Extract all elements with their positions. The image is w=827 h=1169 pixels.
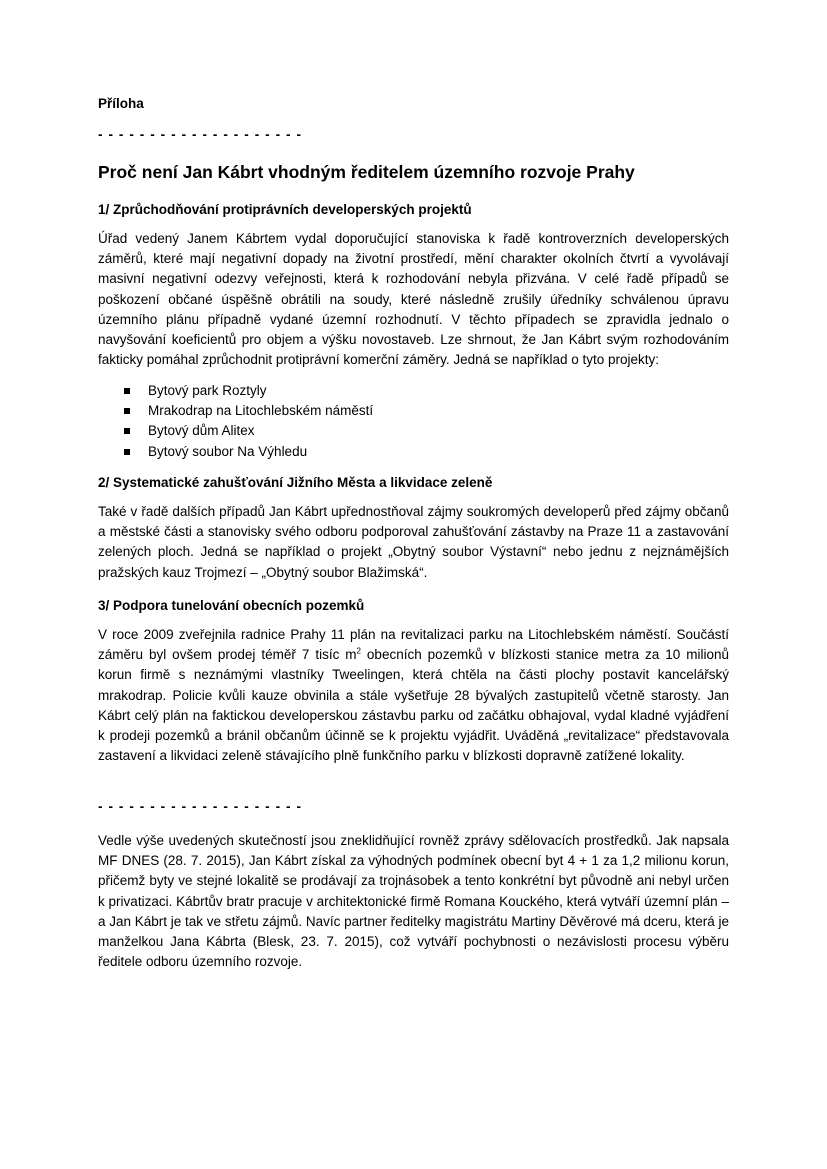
separator-top: - - - - - - - - - - - - - - - - - - - - [98,127,303,142]
list-item [124,381,373,401]
bullet-square-icon [124,428,130,434]
project-name: Bytový park Roztyly [148,383,267,398]
section3-paragraph [98,625,729,766]
superscript-2: 2 [356,646,361,656]
project-name: Mrakodrap na Litochlebském náměstí [148,403,374,419]
list-item [124,401,373,421]
section1-paragraph: Úřad vedený Janem Kábrtem vydal doporučující stanoviska k řadě kontroverzních developerských záměrů, které mají negativní dopady na životní prostředí, mění charakter okolních čtvrtí a vyvolávají masivní negativní odezvy veřejnosti, která k rozhodování nebyla přizvána. V celé řadě případů se poškození občané úspěšně obrátili na soudy, které následně zrušily úředníky schválenou úpravu územního plánu případně vydané územní rozhodnutí. V těchto případech se zpravidla jednalo o navyšování koeficientů pro objem a výšku novostaveb. Lze shrnout, že Jan Kábrt svým rozhodováním fakticky pomáhal zprůchodnit protiprávní komerční záměry. Jedná se například o tyto projekty: [98,231,729,368]
section2-heading: 2/ Systematické zahušťování Jižního Města a likvidace zeleně [98,475,493,490]
separator-bottom: - - - - - - - - - - - - - - - - - - - - [98,799,303,814]
list-item [124,421,373,441]
section3-text-end: obecních pozemků v blízkosti stanice metra za 10 milionů korun firmě s neznámými vlastníky Tweelingen, která chtěla na části plochy postavit kancelářský mrakodrap. Policie kvůli kauze obvinila a stále vyšetřuje 28 bývalých zastupitelů včetně starosty. Jan Kábrt celý plán na faktickou developerskou zástavbu parku od začátku obhajoval, vydal kladné vyjádření k prodeji pozemků a bránil občanům účinně se k projektu vyjádřit. Uváděná „revitalizace“ představovala zastavení a likvidaci zeleně stávajícího plně funkčního parku v blízkosti dopravně zatížené lokality. [98,647,729,764]
project-name: Bytový soubor Na Výhledu [148,443,308,459]
bullet-square-icon [124,408,130,414]
attachment-label: Příloha [98,96,144,111]
bullet-square-icon [124,388,130,394]
section3-text-start: V roce 2009 zveřejnila radnice Prahy 11 plán na revitalizaci parku na Litochlebském náměstí. Součástí záměru byl ovšem prodej téměř 7 tisíc m [98,627,729,663]
section3-heading: 3/ Podpora tunelování obecních pozemků [98,598,365,613]
project-name: Bytový dům Alitex [148,423,255,439]
bullet-square-icon [124,449,130,455]
project-list [124,381,373,462]
closing-paragraph: Vedle výše uvedených skutečností jsou zneklidňující rovněž zprávy sdělovacích prostředků. Jak napsala MF DNES (28. 7. 2015), Jan Kábrt získal za výhodných podmínek obecní byt 4 + 1 za 1,2 milionu korun, přičemž byty ve stejné lokalitě se prodávají za trojnásobek a tento konkrétní byt původně ani nebyl určen k privatizaci. Kábrtův bratr pracuje v architektonické firmě Romana Kouckého, která vytváří územní plán – a Jan Kábrt je tak ve střetu zájmů. Navíc partner ředitelky magistrátu Martiny Děvěrové má dceru, která je manželkou Jana Kábrta (Blesk, 23. 7. 2015), což vytváří pochybnosti o nezávislosti procesu výběru ředitele odboru územního rozvoje. [98,833,730,970]
section1-heading: 1/ Zprůchodňování protiprávních developerských projektů [98,202,472,217]
list-item [124,442,373,462]
section2-paragraph: Také v řadě dalších případů Jan Kábrt upřednostňoval zájmy soukromých developerů před zájmy občanů a městské části a stanovisky svého odboru podporoval zahušťování zástavby na Praze 11 a zastavování zelených ploch. Jedná se například o projekt „Obytný soubor Výstavní“ nebo jednu z nejznámějších pražských kauz Trojmezí – „Obytný soubor Blažimská“. [98,504,729,580]
document-title: Proč není Jan Kábrt vhodným ředitelem územního rozvoje Prahy [98,162,635,182]
